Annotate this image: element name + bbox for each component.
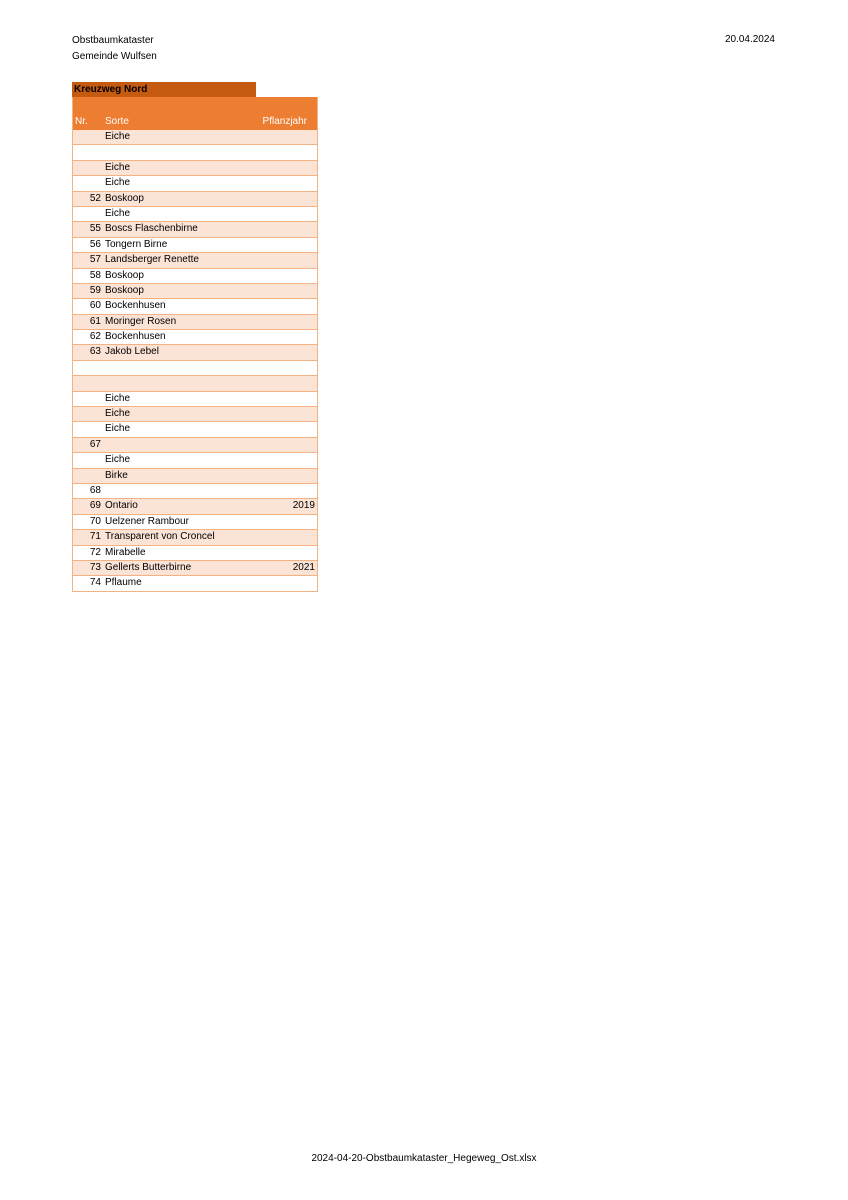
- table-row: [73, 315, 317, 330]
- cell-sorte: Uelzener Rambour: [105, 515, 189, 527]
- table-row: [73, 238, 317, 253]
- cell-sorte: Eiche: [105, 131, 131, 142]
- cell-nr: 67: [89, 438, 101, 450]
- column-header-nr: Nr.: [75, 116, 88, 127]
- cell-nr: 62: [89, 331, 101, 343]
- table-row: [73, 207, 317, 222]
- table-row: [73, 222, 317, 237]
- table-row: [73, 453, 317, 468]
- header-date: 20.04.2024: [724, 34, 775, 45]
- cell-nr: 70: [89, 515, 101, 527]
- cell-sorte: Transparent von Croncel: [105, 531, 215, 543]
- cell-pflanzjahr: 2021: [292, 561, 315, 573]
- column-header-sorte: Sorte: [105, 116, 129, 127]
- cell-nr: 56: [89, 238, 101, 250]
- cell-sorte: Boskoop: [105, 269, 144, 281]
- cell-sorte: Boscs Flaschenbirne: [105, 223, 198, 235]
- header-municipality: Gemeinde Wulfsen: [72, 51, 157, 62]
- cell-nr: 69: [89, 500, 101, 512]
- section-title: Kreuzweg Nord: [72, 82, 256, 97]
- cell-nr: 73: [89, 561, 101, 573]
- table-row: [73, 176, 317, 191]
- table-row: [73, 130, 317, 145]
- table-row: [73, 161, 317, 176]
- table-row: [73, 284, 317, 299]
- cell-sorte: Ontario: [105, 500, 138, 512]
- table-row: [73, 253, 317, 268]
- cell-sorte: Landsberger Renette: [105, 254, 199, 266]
- cell-nr: 72: [89, 546, 101, 558]
- cell-nr: 68: [89, 484, 101, 496]
- cell-sorte: Mirabelle: [105, 546, 146, 558]
- cell-sorte: Eiche: [105, 454, 131, 466]
- cell-sorte: Bockenhusen: [105, 300, 166, 312]
- table-row: [73, 499, 317, 514]
- table-row: [73, 269, 317, 284]
- table-row: [73, 330, 317, 345]
- cell-nr: 58: [89, 269, 101, 281]
- table-row: [73, 361, 317, 376]
- table-row: [73, 345, 317, 360]
- cell-nr: 52: [89, 192, 101, 204]
- cell-nr: 74: [89, 577, 101, 589]
- cell-sorte: Boskoop: [105, 192, 144, 204]
- cell-nr: 60: [89, 300, 101, 312]
- cell-nr: 57: [89, 254, 101, 266]
- table-header: [73, 97, 317, 130]
- table-row: [73, 576, 317, 591]
- table-row: [73, 438, 317, 453]
- cell-sorte: Boskoop: [105, 284, 144, 296]
- cell-sorte: Eiche: [105, 161, 131, 173]
- cell-sorte: Jakob Lebel: [105, 346, 159, 358]
- table-row: [73, 469, 317, 484]
- table-row: [73, 546, 317, 561]
- table-row: [73, 392, 317, 407]
- table-row: [73, 515, 317, 530]
- table-body: [73, 130, 317, 592]
- table-row: [73, 192, 317, 207]
- table-row: [73, 530, 317, 545]
- table-row: [73, 422, 317, 437]
- table-row: [73, 561, 317, 576]
- cell-sorte: Birke: [105, 469, 128, 481]
- cell-sorte: Pflaume: [105, 577, 142, 589]
- cell-pflanzjahr: 2019: [292, 500, 315, 512]
- cell-sorte: Eiche: [105, 177, 131, 189]
- table-row: [73, 484, 317, 499]
- cell-sorte: Eiche: [105, 207, 131, 219]
- cell-sorte: Eiche: [105, 392, 131, 404]
- table-row: [73, 145, 317, 160]
- tree-table: [72, 97, 318, 592]
- cell-sorte: Bockenhusen: [105, 331, 166, 343]
- table-row: [73, 376, 317, 391]
- cell-sorte: Eiche: [105, 408, 131, 420]
- footer-filename: 2024-04-20-Obstbaumkataster_Hegeweg_Ost.xlsx: [311, 1153, 537, 1164]
- cell-nr: 61: [89, 315, 101, 327]
- cell-nr: 71: [89, 531, 101, 543]
- cell-sorte: Gellerts Butterbirne: [105, 561, 192, 573]
- cell-nr: 55: [89, 223, 101, 235]
- cell-nr: 63: [89, 346, 101, 358]
- header-title: Obstbaumkataster: [72, 35, 154, 46]
- cell-nr: 59: [89, 284, 101, 296]
- cell-sorte: Moringer Rosen: [105, 315, 177, 327]
- table-row: [73, 299, 317, 314]
- table-row: [73, 407, 317, 422]
- cell-sorte: Tongern Birne: [105, 238, 168, 250]
- column-header-pflanzjahr: Pflanzjahr: [262, 116, 307, 127]
- cell-sorte: Eiche: [105, 423, 131, 435]
- page-header: [72, 33, 157, 65]
